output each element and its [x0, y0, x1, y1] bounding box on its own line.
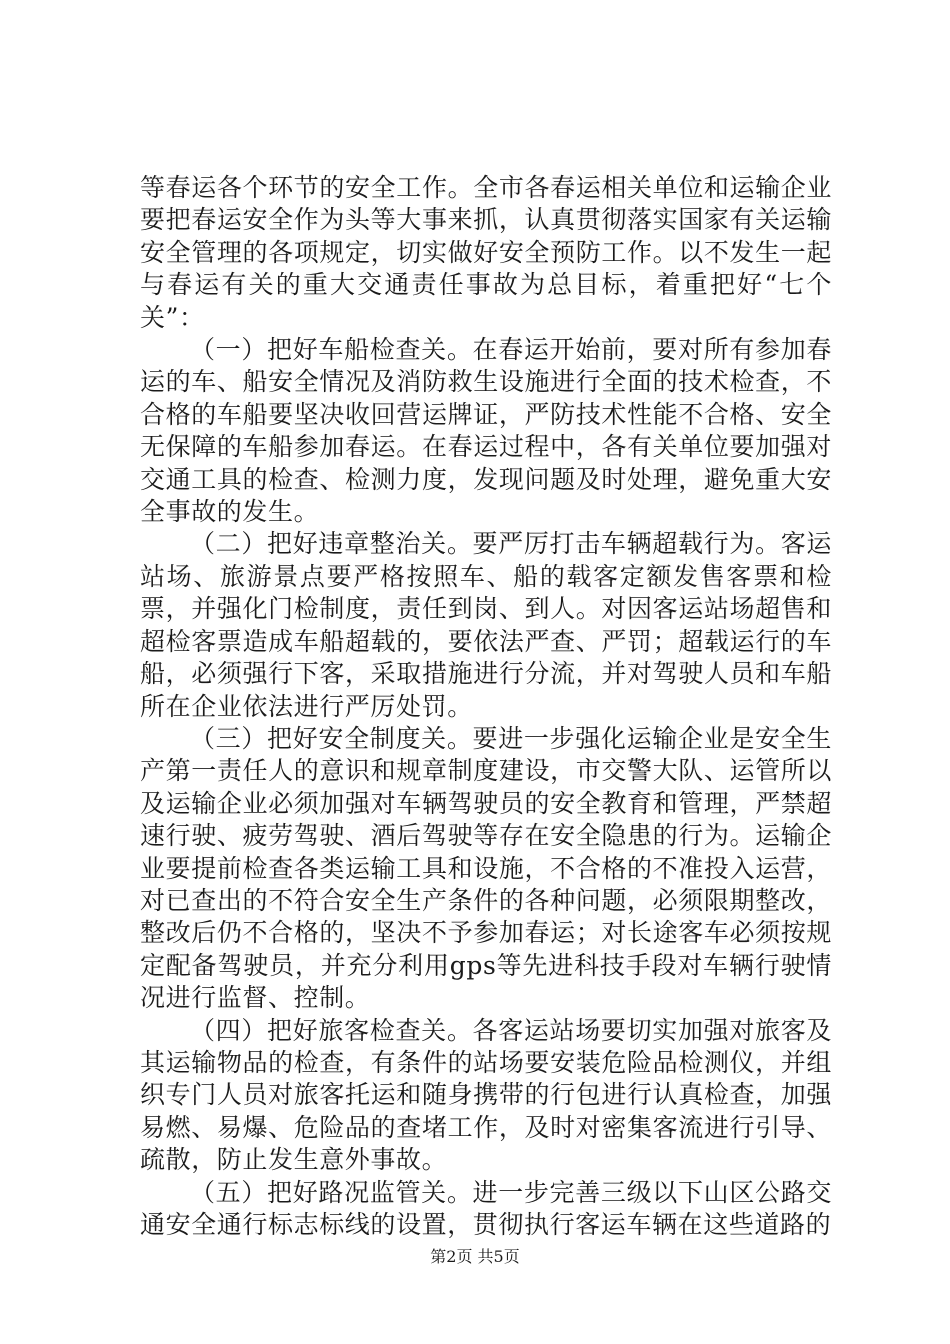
- paragraph-intro-continued: 等春运各个环节的安全工作。全市各春运相关单位和运输企业要把春运安全作为头等大事来抓，认真贯彻落实国家有关运输安全管理的各项规定，切实做好安全预防工作。以不发生一起与春运有关的重大交通责任事故为总目标，着重把好“七个关”：: [140, 173, 832, 332]
- document-body: [140, 172, 832, 1241]
- paragraph-violation-control: （二）把好违章整治关。要严厉打击车辆超载行为。客运站场、旅游景点要严格按照车、船的载客定额发售客票和检票，并强化门检制度，责任到岗、到人。对因客运站场超售和超检客票造成车船超载的，要依法严查、严罚；超载运行的车船，必须强行下客，采取措施进行分流，并对驾驶人员和车船所在企业依法进行严厉处罚。: [140, 529, 832, 721]
- paragraph-passenger-inspection: （四）把好旅客检查关。各客运站场要切实加强对旅客及其运输物品的检查，有条件的站场要安装危险品检测仪，并组织专门人员对旅客托运和随身携带的行包进行认真检查，加强易燃、易爆、危险品的查堵工作，及时对密集客流进行引导、疏散，防止发生意外事故。: [140, 1015, 832, 1175]
- paragraph-road-supervision: （五）把好路况监管关。进一步完善三级以下山区公路交通安全通行标志标线的设置，贯彻执行客运车辆在这些道路的: [140, 1177, 832, 1239]
- paragraph-vehicle-inspection: （一）把好车船检查关。在春运开始前，要对所有参加春运的车、船安全情况及消防救生设施进行全面的技术检查，不合格的车船要坚决收回营运牌证，严防技术性能不合格、安全无保障的车船参加春运。在春运过程中，各有关单位要加强对交通工具的检查、检测力度，发现问题及时处理，避免重大安全事故的发生。: [140, 335, 832, 527]
- paragraph-safety-system: （三）把好安全制度关。要进一步强化运输企业是安全生产第一责任人的意识和规章制度建设，市交警大队、运管所以及运输企业必须加强对车辆驾驶员的安全教育和管理，严禁超速行驶、疲劳驾驶、酒后驾驶等存在安全隐患的行为。运输企业要提前检查各类运输工具和设施，不合格的不准投入运营，对已查出的不符合安全生产条件的各种问题，必须限期整改，整改后仍不合格的，坚决不予参加春运；对长途客车必须按规定配备驾驶员，并充分利用gps等先进科技手段对车辆行驶情况进行监督、控制。: [140, 723, 832, 1013]
- page-footer: 第2页 共5页: [430, 1247, 520, 1266]
